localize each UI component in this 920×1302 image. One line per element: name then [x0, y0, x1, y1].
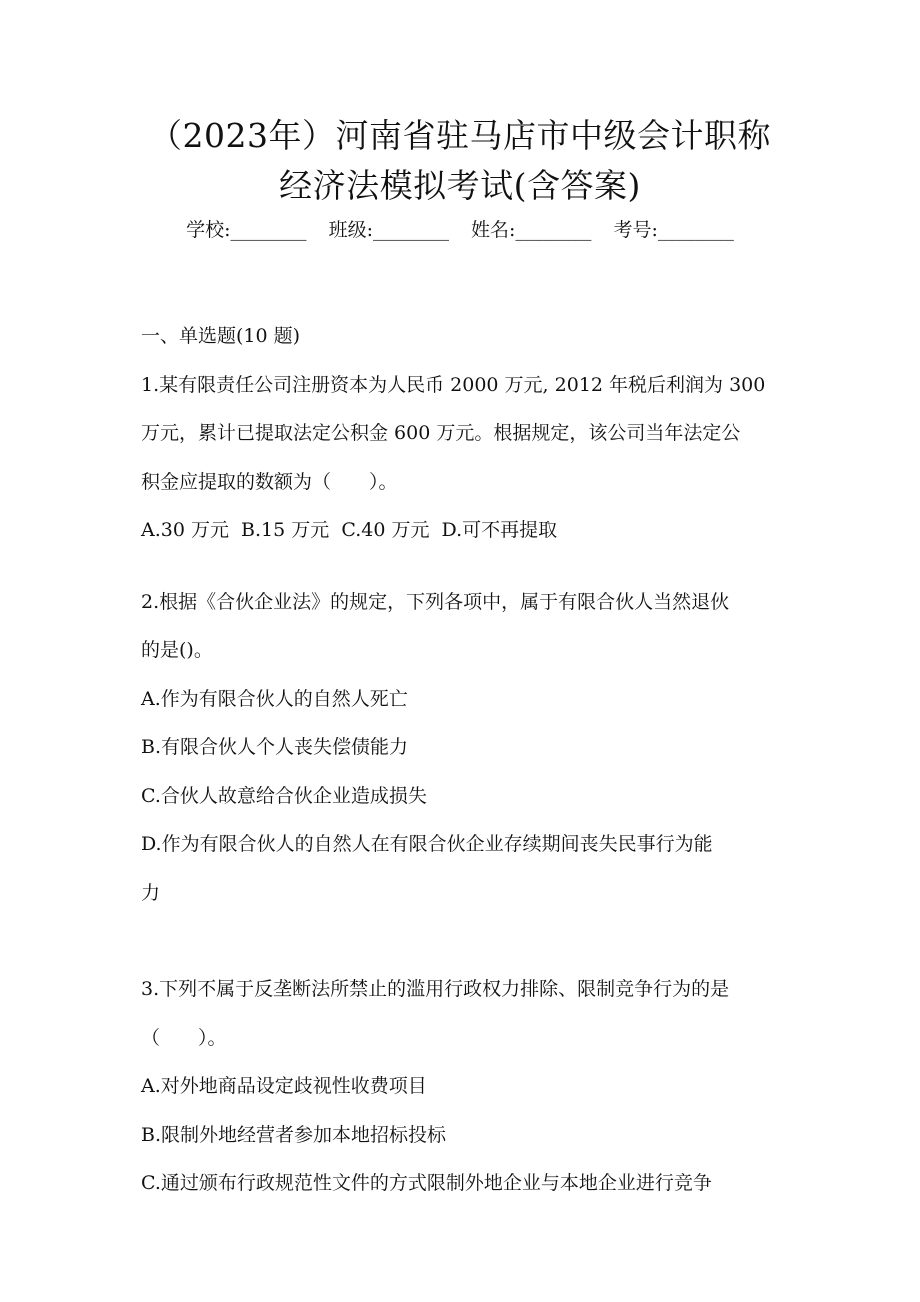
- question-2: [141, 578, 786, 918]
- exam-number-field: 考号:________: [613, 219, 734, 241]
- question-3-line-1: 3.下列不属于反垄断法所禁止的滥用行政权力排除、限制竞争行为的是: [141, 978, 730, 1000]
- question-2-option-c: C.合伙人故意给合伙企业造成损失: [141, 784, 427, 807]
- question-3: [141, 965, 786, 1208]
- question-3-option-a: A.对外地商品设定歧视性收费项目: [141, 1075, 427, 1097]
- question-3-option-b: B.限制外地经营者参加本地招标投标: [141, 1123, 447, 1146]
- page-title-line-2: 经济法模拟考试(含答案): [279, 166, 641, 205]
- question-2-line-2: 的是()。: [141, 639, 213, 661]
- question-1-line-2: 万元，累计已提取法定公积金 600 万元。根据规定，该公司当年法定公: [141, 422, 741, 444]
- exam-content: [141, 312, 786, 1208]
- section-heading: 一、单选题(10 题): [141, 325, 301, 347]
- question-1: [141, 361, 786, 555]
- question-3-option-c: C.通过颁布行政规范性文件的方式限制外地企业与本地企业进行竞争: [141, 1172, 712, 1194]
- question-1-line-3: 积金应提取的数额为（ ）。: [141, 470, 398, 493]
- spacer: [141, 555, 786, 578]
- question-2-option-d: D.作为有限合伙人的自然人在有限合伙企业存续期间丧失民事行为能: [141, 833, 713, 855]
- page-title-line-1: （2023年）河南省驻马店市中级会计职称: [149, 116, 771, 155]
- question-2-option-d-cont: 力: [141, 881, 161, 904]
- question-2-line-1: 2.根据《合伙企业法》的规定，下列各项中，属于有限合伙人当然退伙: [141, 590, 730, 613]
- name-field: 姓名:________: [471, 219, 592, 241]
- class-field: 班级:________: [328, 219, 449, 241]
- student-info-row: [0, 215, 920, 245]
- school-field: 学校:________: [186, 219, 307, 241]
- spacer: [141, 917, 786, 965]
- question-2-option-a: A.作为有限合伙人的自然人死亡: [141, 687, 408, 710]
- question-1-options: A.30 万元 B.15 万元 C.40 万元 D.可不再提取: [141, 519, 558, 541]
- question-1-line-1: 1.某有限责任公司注册资本为人民币 2000 万元, 2012 年税后利润为 300: [141, 373, 766, 396]
- question-2-option-b: B.有限合伙人个人丧失偿债能力: [141, 736, 409, 758]
- question-3-line-2: （ ）。: [141, 1026, 227, 1049]
